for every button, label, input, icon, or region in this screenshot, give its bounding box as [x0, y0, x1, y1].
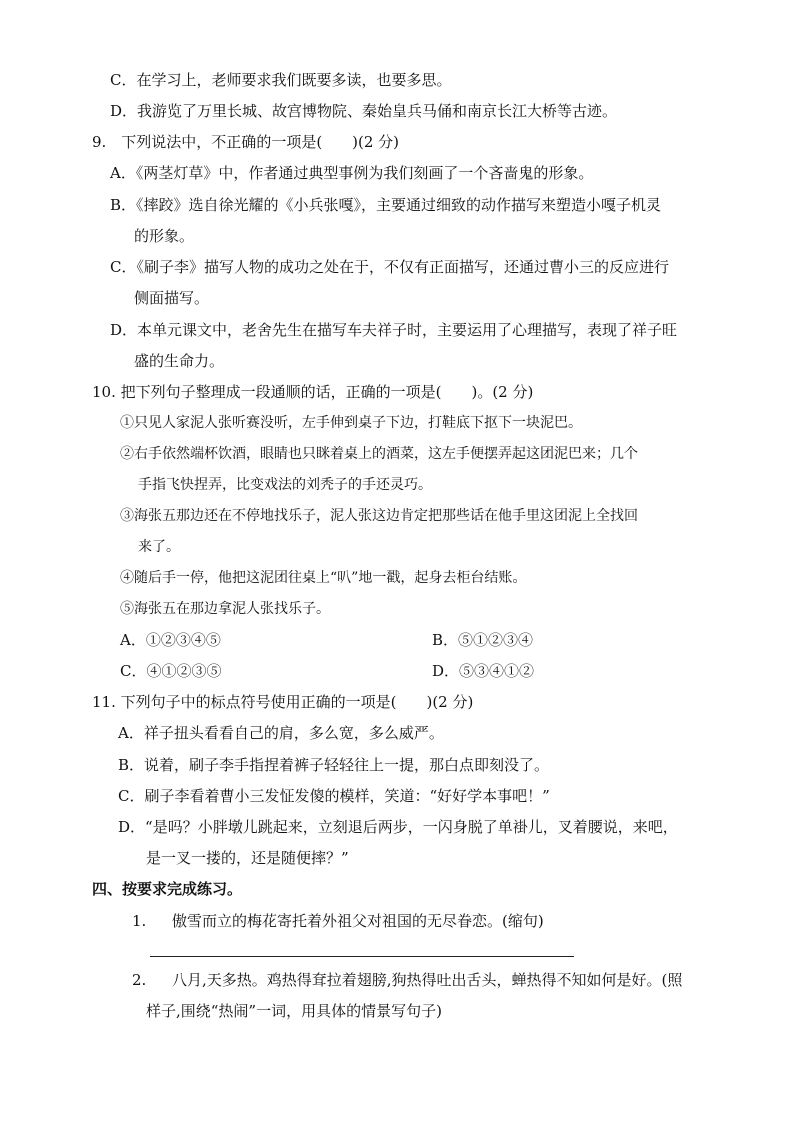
q10-sentence-2-line2: 手指飞快捏弄，比变戏法的刘秃子的手还灵巧。 — [138, 477, 432, 493]
q9-option-b-line2: 的形象。 — [134, 227, 195, 245]
q10-sentence-5: ⑤海张五在那边拿泥人张找乐子。 — [120, 601, 330, 617]
q9-option-d-line2: 盛的生命力。 — [134, 352, 225, 370]
q8-option-c: C．在学习上，老师要求我们既要多读，也要多思。 — [110, 71, 452, 89]
q10-sentence-3-line2: 来了。 — [138, 539, 180, 555]
q11-option-b: B．说着，刷子李手指捏着裤子轻轻往上一提，那白点即刻没了。 — [118, 756, 550, 774]
q10-sentence-4: ④随后手一停，他把这泥团往桌上“叭”地一戳，起身去柜台结账。 — [120, 570, 527, 586]
q10-sentence-3-line1: ③海张五那边还在不停地找乐子，泥人张这边肯定把那些话在他手里这团泥上全找回 — [120, 508, 638, 524]
s4-q2-prompt-line2: 样子,围绕“热闹”一词，用具体的情景写句子) — [146, 1002, 442, 1020]
s4-q2-prompt-line1: 八月,天多热。鸡热得耷拉着翅膀,狗热得吐出舌头，蝉热得不知如何是好。(照 — [172, 971, 683, 989]
q10-sentence-1: ①只见人家泥人张听赛没听，左手伸到桌子下边，打鞋底下抠下一块泥巴。 — [120, 415, 582, 431]
q9-option-a: A．《两茎灯草》中，作者通过典型事例为我们刻画了一个吝啬鬼的形象。 — [110, 164, 594, 182]
q10-option-a: A．①②③④⑤ — [120, 631, 221, 649]
q11-option-c: C．刷子李看着曹小三发怔发傻的模样，笑道：“好好学本事吧！” — [118, 787, 550, 805]
q10-option-b: B．⑤①②③④ — [432, 631, 534, 649]
q9-stem: 9. 下列说法中，不正确的一项是( )(2 分) — [92, 133, 400, 151]
s4-q1-number: 1. — [132, 912, 147, 930]
s4-q1-prompt: 傲雪而立的梅花寄托着外祖父对祖国的无尽眷恋。(缩句) — [172, 912, 544, 930]
q8-option-d: D．我游览了万里长城、故宫博物院、秦始皇兵马俑和南京长江大桥等古迹。 — [110, 102, 618, 120]
q9-option-c-line1: C．《刷子李》描写人物的成功之处在于，不仅有正面描写，还通过曹小三的反应进行 — [110, 258, 669, 276]
q9-option-b-line1: B．《摔跤》选自徐光耀的《小兵张嘎》，主要通过细致的动作描写来塑造小嘎子机灵 — [110, 196, 662, 214]
q10-sentence-2-line1: ②右手依然端杯饮酒，眼睛也只眯着桌上的酒菜，这左手便摆弄起这团泥巴来；几个 — [120, 446, 638, 462]
q10-option-c: C．④①②③⑤ — [120, 662, 222, 680]
q11-option-d-line1: D．“是吗？小胖墩儿跳起来，立刻退后两步，一闪身脱了单褂儿，叉着腰说，来吧， — [118, 818, 678, 836]
s4-q2-number: 2. — [132, 971, 147, 989]
q11-option-d-line2: 是一叉一搂的，还是随便摔？” — [146, 849, 349, 867]
q10-option-d: D．⑤③④①② — [432, 662, 535, 680]
s4-q1-answer-line[interactable] — [150, 956, 574, 957]
section-four-title: 四、按要求完成练习。 — [92, 880, 243, 898]
q9-option-c-line2: 侧面描写。 — [134, 289, 210, 307]
q10-stem: 10. 把下列句子整理成一段通顺的话，正确的一项是( )。(2 分) — [92, 383, 534, 401]
q11-option-a: A．祥子扭头看看自己的肩，多么宽，多么威严。 — [118, 724, 444, 742]
q9-option-d-line1: D．本单元课文中，老舍先生在描写车夫祥子时，主要运用了心理描写，表现了祥子旺 — [110, 321, 678, 339]
q11-stem: 11. 下列句子中的标点符号使用正确的一项是( )(2 分) — [92, 693, 474, 711]
